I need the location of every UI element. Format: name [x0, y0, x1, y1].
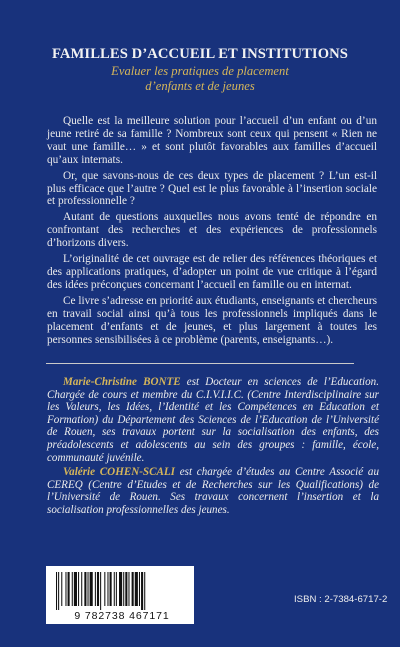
barcode-bar	[88, 572, 89, 606]
blurb-paragraph: L’originalité de cet ouvrage est de relier des références théoriques et des applications pratiques, d’adopter un point de vue critique à l’égard des idées préconçues concernant l’accueil en famille ou en internat.	[47, 253, 377, 291]
barcode-bar	[78, 572, 79, 606]
barcode-bar	[125, 572, 127, 606]
barcode-bar	[107, 572, 108, 606]
barcode-bar	[90, 572, 93, 606]
author-name: Valérie COHEN-SCALI	[63, 466, 175, 479]
barcode-bar	[95, 572, 96, 606]
blurb-paragraph: Ce livre s’adresse en priorité aux étudiants, enseignants et chercheurs en travail social ainsi qu’à tous les professionnels impliqués dans le placement d’enfants et de jeunes, et plus largement à toutes les personnes sensibilisées à ce problème (parents, enseignants…).	[47, 294, 377, 346]
barcode-bar	[141, 572, 143, 610]
barcode-bar	[116, 572, 117, 606]
barcode-bar	[72, 572, 73, 606]
barcode-bar	[100, 572, 101, 610]
blurb	[47, 115, 377, 349]
barcode-bar	[119, 572, 122, 606]
book-subtitle-line-2: d’enfants et de jeunes	[145, 79, 255, 93]
barcode-bar	[84, 572, 86, 606]
barcode-bar	[104, 572, 105, 606]
blurb-paragraph: Quelle est la meilleure solution pour l’accueil d’un enfant ou d’un jeune retiré de sa famille ? Nombreux sont ceux qui pensent « Rien ne vaut une famille… » et sont plutôt favorables aux familles d’accueil qu’aux internats.	[47, 115, 377, 166]
barcode-bar	[135, 572, 138, 606]
barcode-bar	[132, 572, 134, 606]
barcode-bar	[65, 572, 66, 606]
book-title: FAMILLES D’ACCUEIL ET INSTITUTIONS	[51, 46, 349, 62]
book-subtitle-line-1: Evaluer les pratiques de placement	[111, 64, 289, 78]
author-bio-text: est chargée d’études au Centre Associé au CEREQ (Centre d’Etudes et de Recherches sur les Qualifications) de l’Université de Rouen. Ses travaux concernent l’insertion et la socialisation professionnelles des jeunes.	[47, 466, 380, 516]
author-bio	[47, 376, 379, 464]
barcode-bar	[128, 572, 129, 606]
barcode-bar	[81, 572, 82, 606]
blurb-paragraph: Or, que savons-nous de ces deux types de placement ? L’un est-il plus efficace que l’autre ? Quel est le plus favorable à l’insertion sociale et professionnelle ?	[47, 169, 377, 208]
barcode-bar	[144, 572, 145, 610]
barcode-bar	[61, 572, 62, 606]
barcode-bar	[58, 572, 59, 610]
author-bios	[47, 376, 379, 519]
barcode-bar	[123, 572, 124, 606]
isbn: ISBN : 2-7384-6717-2	[294, 594, 388, 605]
author-bio-text: est Docteur en sciences de l’Education. Chargée de cours et membre du C.I.V.I.I.C. (Centre Interdisciplinaire sur les Valeurs, les Idées, l’Identité et les Compétences en Education et Formation) du Département des Sciences de l’Education de l’Université de Rouen, ses travaux portent sur la socialisation des enfants, des préadolescents et adolescents au sein des groupes : famille, école, communauté juvénile.	[47, 376, 379, 464]
barcode-bar	[97, 572, 99, 606]
blurb-paragraph: Autant de questions auxquelles nous avons tenté de répondre en confrontant des recherches et des expériences de professionnels d’horizons divers.	[47, 211, 377, 250]
barcode-bar	[56, 572, 57, 610]
barcode-bar	[74, 572, 77, 606]
author-bio	[47, 466, 379, 516]
barcode-bar	[139, 572, 140, 606]
barcode-bar	[114, 572, 115, 606]
barcode	[46, 566, 194, 624]
barcode-bar	[68, 572, 70, 606]
barcode-bars-icon	[54, 572, 186, 610]
author-name: Marie-Christine BONTE	[63, 376, 181, 388]
divider	[46, 363, 354, 364]
barcode-digits: 9 782738 467171	[74, 610, 170, 622]
barcode-bar	[110, 572, 112, 606]
